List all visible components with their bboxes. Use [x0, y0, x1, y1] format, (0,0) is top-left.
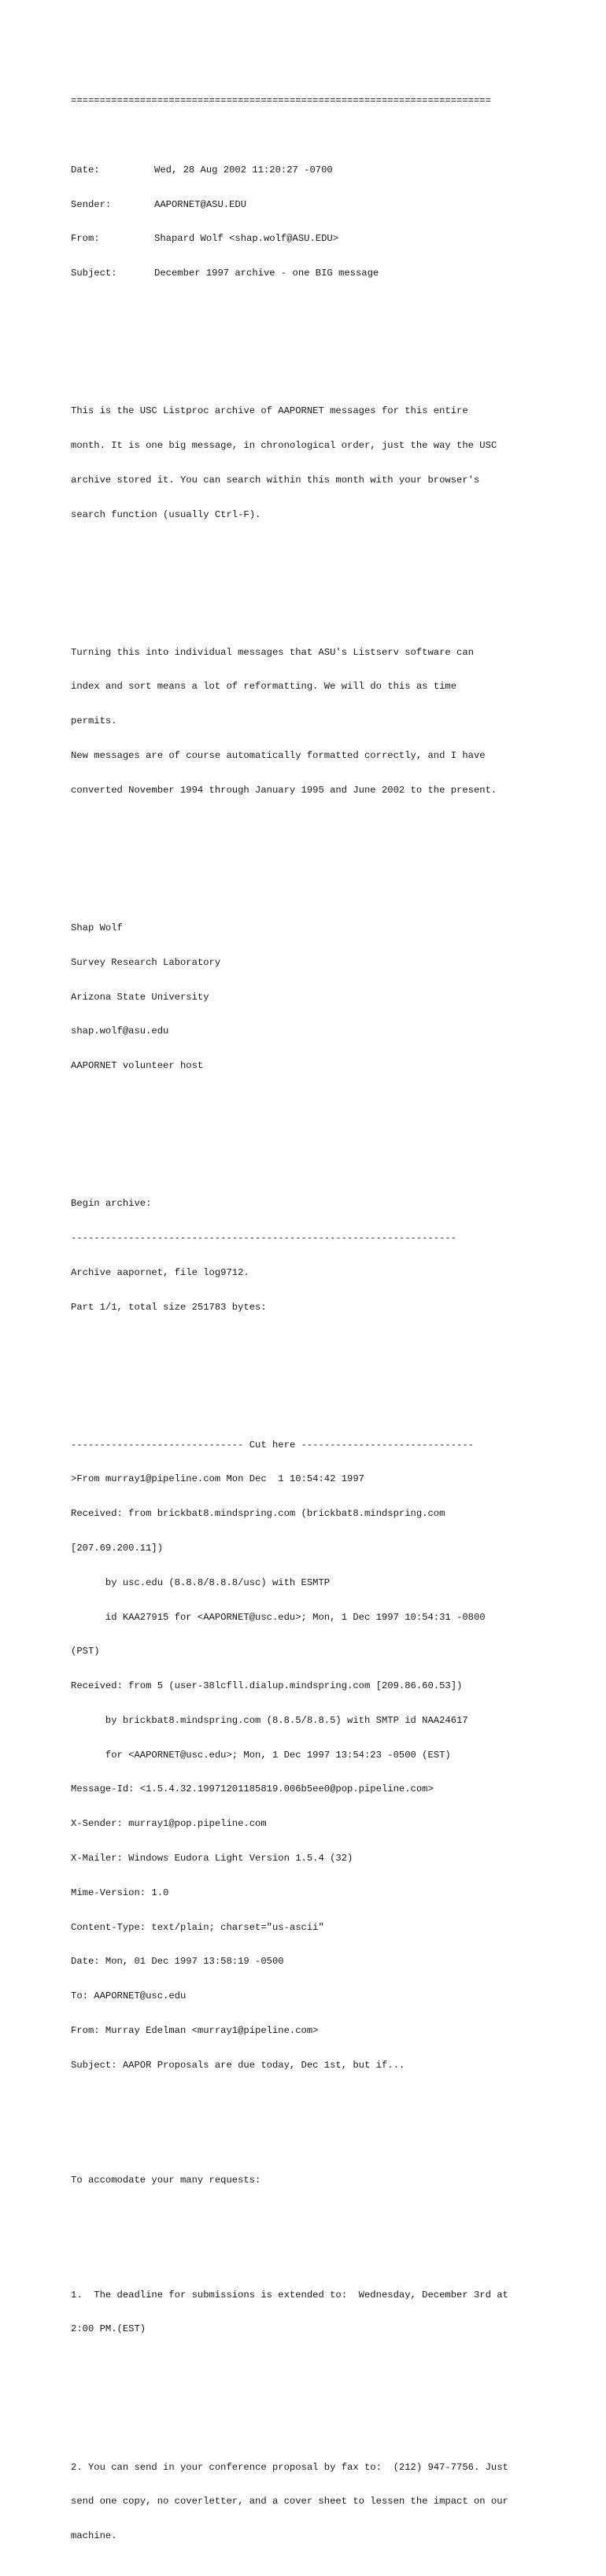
message-header-line: Received: from brickbat8.mindspring.com (brickbat8.mindspring.com: [71, 1508, 445, 1520]
intro-line: search function (usually Ctrl-F).: [71, 508, 261, 520]
message-header-line: X-Sender: murray1@pop.pipeline.com: [71, 1818, 267, 1830]
email-archive-document: [71, 72, 543, 2576]
message-item-1: [71, 2266, 543, 2358]
message-body-intro: To accomodate your many requests:: [71, 2174, 261, 2186]
message-item-line: machine.: [71, 2530, 117, 2542]
message-header-line: id KAA27915 for <AAPORNET@usc.edu>; Mon, 1 Dec 1997 10:54:31 -0800: [71, 1611, 486, 1623]
message-header-line: by brickbat8.mindspring.com (8.8.5/8.8.5) with SMTP id NAA24617: [71, 1714, 468, 1726]
reformatting-line: Turning this into individual messages that ASU's Listserv software can: [71, 646, 474, 658]
message-item-line: 2. You can send in your conference proposal by fax to: (212) 947-7756. Just: [71, 2461, 508, 2473]
header-sender-label: Sender:: [71, 198, 112, 210]
reformatting-line: converted November 1994 through January 1995 and June 2002 to the present.: [71, 784, 497, 796]
signature-block: [71, 900, 543, 1095]
intro-paragraph: [71, 383, 543, 543]
message-item-line: 1. The deadline for submissions is extended to: Wednesday, December 3rd at: [71, 2289, 508, 2301]
email-headers: [71, 142, 543, 302]
archive-file-info: Archive aapornet, file log9712.: [71, 1266, 249, 1278]
top-rule: =========================================================================: [71, 95, 491, 107]
header-from: [71, 233, 543, 245]
archive-begin-label: Begin archive:: [71, 1198, 152, 1210]
intro-line: This is the USC Listproc archive of AAPORNET messages for this entire: [71, 405, 468, 417]
message-item-line: send one copy, no coverletter, and a cover sheet to lessen the impact on our: [71, 2496, 508, 2508]
header-date: [71, 164, 543, 176]
message-item-line: 2:00 PM.(EST): [71, 2323, 146, 2335]
message-header-line: (PST): [71, 1646, 100, 1658]
intro-line: month. It is one big message, in chronological order, just the way the USC: [71, 440, 497, 451]
signature-role: AAPORNET volunteer host: [71, 1060, 204, 1072]
archive-intro: [71, 1175, 543, 1336]
message-header-line: To: AAPORNET@usc.edu: [71, 1990, 187, 2002]
message-header-line: X-Mailer: Windows Eudora Light Version 1.5.4 (32): [71, 1853, 353, 1865]
message-item-2: [71, 2438, 543, 2565]
message-header-line: >From murray1@pipeline.com Mon Dec 1 10:54:42 1997: [71, 1473, 364, 1485]
archive-size-info: Part 1/1, total size 251783 bytes:: [71, 1301, 267, 1313]
signature-org: Survey Research Laboratory: [71, 956, 221, 968]
message-header-line: Date: Mon, 01 Dec 1997 13:58:19 -0500: [71, 1956, 284, 1968]
signature-name: Shap Wolf: [71, 922, 123, 933]
message-header-line: Message-Id: <1.5.4.32.19971201185819.006b5ee0@pop.pipeline.com>: [71, 1783, 434, 1795]
header-from-label: From:: [71, 233, 100, 245]
message-header-line: [207.69.200.11]): [71, 1543, 164, 1554]
message-header-line: From: Murray Edelman <murray1@pipeline.com>: [71, 2024, 319, 2036]
intro-line: archive stored it. You can search within this month with your browser's: [71, 474, 480, 486]
signature-university: Arizona State University: [71, 991, 209, 1003]
message-header-line: Received: from 5 (user-38lcfll.dialup.mindspring.com [209.86.60.53]): [71, 1680, 463, 1692]
reformatting-paragraph: [71, 624, 543, 819]
signature-email: shap.wolf@asu.edu: [71, 1026, 169, 1037]
header-sender: [71, 199, 543, 211]
message-header-line: Mime-Version: 1.0: [71, 1887, 169, 1898]
message-header-line: Content-Type: text/plain; charset="us-ascii": [71, 1921, 324, 1933]
header-subject-value: December 1997 archive - one BIG message: [154, 268, 379, 279]
message-header-line: for <AAPORNET@usc.edu>; Mon, 1 Dec 1997 13:54:23 -0500 (EST): [71, 1749, 451, 1761]
header-date-label: Date:: [71, 164, 100, 176]
header-from-value: Shapard Wolf <shap.wolf@ASU.EDU>: [154, 233, 339, 245]
message-header-line: by usc.edu (8.8.8/8.8.8/usc) with ESMTP: [71, 1576, 331, 1588]
header-subject: [71, 268, 543, 279]
archived-message-headers: [71, 1416, 543, 2094]
reformatting-line: New messages are of course automatically formatted correctly, and I have: [71, 750, 486, 762]
reformatting-line: index and sort means a lot of reformatting. We will do this as time: [71, 681, 457, 693]
archive-divider: -------------------------------------------------------------------: [71, 1232, 457, 1244]
header-subject-label: Subject:: [71, 268, 117, 279]
cut-here-divider: ------------------------------ Cut here ------------------------------: [71, 1439, 474, 1451]
header-date-value: Wed, 28 Aug 2002 11:20:27 -0700: [154, 164, 333, 176]
message-header-line: Subject: AAPOR Proposals are due today, Dec 1st, but if...: [71, 2059, 405, 2071]
reformatting-line: permits.: [71, 715, 117, 727]
header-sender-value: AAPORNET@ASU.EDU: [154, 198, 247, 210]
